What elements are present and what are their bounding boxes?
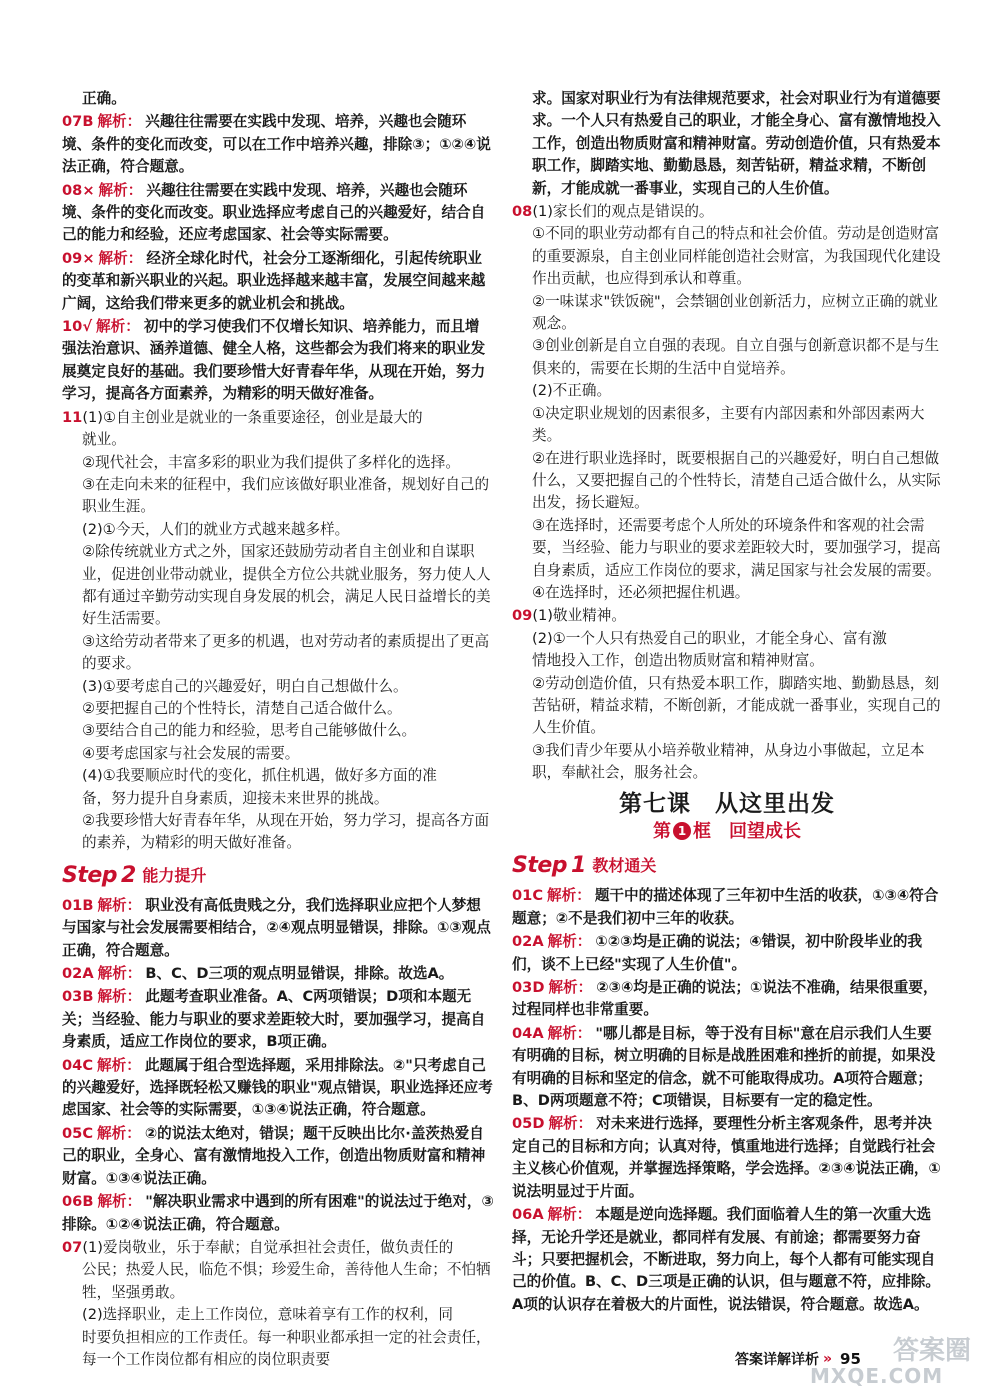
sub-answer-text: ③我们青少年要从小培养敬业精神，从身边小事做起，立足本职，奉献社会，服务社会。 (532, 741, 925, 782)
answer-mark: B (82, 1193, 94, 1211)
sub-answer-text: 情地投入工作，创造出物质财富和精神财富。 (532, 652, 824, 670)
analysis-text: 初中的学习使我们不仅增长知识、培养能力，而且增强法治意识、涵养道德、健全人格，这些都会为我们将来的职业发展奠定良好的基础。我们要珍惜大好青春年华，从现在开始，努力学习，提高各方面素养，为精彩的明天做好准备。 (62, 318, 486, 403)
question-number: 04 (62, 1056, 83, 1074)
analysis-text: 题干中的描述体现了三年初中生活的收获，①③④符合题意；②不是我们初中三年的收获。 (512, 887, 939, 927)
answer-mark: × (82, 249, 95, 267)
sub-answer-text: ②在进行职业选择时，既要根据自己的兴趣爱好，明白自己想做什么，又要把握自己的个性特长，清楚自己适合做什么，从实际出发，扬长避短。 (532, 449, 941, 512)
question-number: 07 (62, 1238, 83, 1256)
sub-answer-text: 就业。 (82, 431, 126, 449)
answer-mark: B (82, 988, 94, 1006)
answer-mark: B (82, 113, 94, 131)
sub-answer-text: ③在走向未来的征程中，我们应该做好职业准备，规划好自己的职业生涯。 (82, 475, 490, 516)
sub-answer-head: (2)不正确。 (532, 382, 612, 400)
sub-answer-text: ②要把握自己的个性特长，清楚自己适合做什么。 (82, 699, 402, 717)
watermark-line2: MXQE.COM (810, 1364, 944, 1388)
question-number: 03 (512, 979, 533, 997)
lesson-title: 第七课 从这里出发 (619, 790, 835, 817)
answer-block (512, 605, 942, 784)
sub-answer-text: ①不同的职业劳动都有自己的特点和社会价值。劳动是创造财富的重要源泉，自主创业同样能创造社会财富，为我国现代化建设作出贡献，也应得到承认和尊重。 (532, 225, 941, 288)
answer-item (62, 180, 494, 247)
question-number: 09 (62, 249, 83, 267)
sub-answer-text: ④要考虑国家与社会发展的需要。 (82, 744, 300, 762)
answer-item (512, 931, 942, 976)
step1-header (512, 851, 942, 881)
analysis-label: 解析： (97, 988, 142, 1006)
watermark-logo (798, 1330, 996, 1386)
continuation-text: 求。国家对职业行为有法律规范要求，社会对职业行为有道德要求。一个人只有热爱自己的职业，才能全身心、富有激情地投入工作，创造出物质财富和精神财富。劳动创造价值，只有热爱本职工作，脚踏实地、勤勤恳恳，刻苦钻研，精益求精，不断创新，才能成就一番事业，实现自己的人生价值。 (532, 90, 941, 197)
question-number: 01 (62, 896, 83, 914)
analysis-label: 解析： (547, 1206, 592, 1224)
question-number: 11 (62, 408, 83, 426)
step-number: 1 (571, 853, 587, 879)
answer-item (512, 1204, 942, 1316)
sub-answer-head: (2)①一个人只有热爱自己的职业，才能全身心、富有激 (532, 629, 887, 647)
answer-block (62, 1237, 494, 1371)
sub-answer-text: ③要结合自己的能力和经验，思考自己能够做什么。 (82, 722, 417, 740)
answer-item (62, 1055, 494, 1122)
step-word: Step (62, 862, 118, 888)
sub-answer-head: (4)①我要顺应时代的变化，抓住机遇，做好多方面的准 (82, 767, 437, 785)
analysis-text: 兴趣往往需要在实践中发现、培养，兴趣也会随环境、条件的变化而改变。职业选择应考虑自己的兴趣爱好，结合自己的能力和经验，还应考虑国家、社会等实际需要。 (62, 181, 486, 244)
sub-answer-head: (3)①要考虑自己的兴趣爱好，明白自己想做什么。 (82, 677, 408, 695)
answer-mark: C (82, 1124, 94, 1142)
right-column (512, 88, 942, 1317)
answer-item-08 (512, 201, 942, 604)
analysis-text: 对未来进行选择，要理性分析主客观条件，思考并决定自己的目标和方向；认真对待，慎重地进行选择；自觉践行社会主义核心价值观，并掌握选择策略，学会选择。②③④说法正确，①说法明显过于片面。 (512, 1115, 941, 1200)
analysis-label: 解析： (548, 1115, 593, 1133)
sub-answer-head: (2)选择职业，走上工作岗位，意味着享有工作的权利，同 (82, 1306, 453, 1324)
answer-item (512, 1113, 942, 1203)
continuation-text: 正确。 (82, 90, 126, 107)
sub-answer-text: ②除传统就业方式之外，国家还鼓励劳动者自主创业和自谋职业，促进创业带动就业，提供全方位公共就业服务，努力使人人都有通过辛勤劳动实现自身发展的机会，满足人民日益增长的美好生活需要。 (82, 543, 491, 628)
answer-mark: √ (82, 318, 93, 336)
question-number: 05 (512, 1115, 533, 1133)
answer-mark: D (532, 979, 545, 997)
answer-item (62, 895, 494, 962)
step2-header (62, 861, 494, 891)
answer-block (62, 407, 494, 855)
analysis-text: "哪儿都是目标，等于没有目标"意在启示我们人生要有明确的目标，树立明确的目标是战胜困难和挫折的前提，如果没有明确的目标和坚定的信念，就不可能取得成功。A项符合题意；B、D两项题意不符；C项错误，目标要有一定的稳定性。 (512, 1024, 936, 1110)
analysis-text: 此题属于组合型选择题，采用排除法。②"只考虑自己的兴趣爱好，选择既轻松又赚钱的职业"观点错误，职业选择还应考虑国家、社会等的实际需要，①③④说法正确，符合题意。 (62, 1056, 493, 1119)
answer-item (62, 1123, 494, 1190)
frame-title-post: 框 回望成长 (693, 821, 801, 842)
answer-list-step1 (62, 111, 494, 405)
answer-item-11 (62, 407, 494, 855)
answer-item-07 (62, 1237, 494, 1371)
question-number: 02 (512, 933, 533, 951)
analysis-text: ②的说法太绝对，错误；题干反映出比尔·盖茨热爱自己的职业，全身心、富有激情地投入工作，创造出物质财富和精神财富。①③④说法正确。 (62, 1124, 486, 1187)
analysis-text: 本题是逆向选择题。我们面临着人生的第一次重大选择，无论升学还是就业，都同样有发展、有前途；都需要努力奋斗；只要把握机会，不断进取，努力向上，每个人都有可能实现自己的价值。B、C、D三项是正确的认识，但与题意不符，应排除。A项的认识存在着极大的片面性，说法错误，符合题意。故选A。 (512, 1206, 940, 1313)
analysis-text: 兴趣往往需要在实践中发现、培养，兴趣也会随环境、条件的变化而改变，可以在工作中培养兴趣，排除③；①②④说法正确，符合题意。 (62, 113, 491, 176)
answer-item (62, 963, 494, 985)
analysis-label: 解析： (96, 318, 140, 336)
answer-mark: A (532, 1024, 544, 1042)
sub-answer-text: ②一味谋求"铁饭碗"，会禁锢创业创新活力，应树立正确的就业观念。 (532, 292, 938, 333)
analysis-label: 解析： (547, 887, 591, 905)
analysis-label: 解析： (97, 1056, 141, 1074)
analysis-label: 解析： (547, 1024, 592, 1042)
analysis-label: 解析： (97, 896, 142, 914)
analysis-label: 解析： (548, 979, 593, 997)
answer-mark: C (82, 1056, 94, 1074)
sub-answer-head: (1)敬业精神。 (532, 607, 626, 625)
answer-continuation (512, 88, 942, 200)
step-word: Step (512, 853, 568, 879)
sub-answer-head: (1)家长们的观点是错误的。 (532, 203, 714, 221)
sub-answer-text: ②现代社会，丰富多彩的职业为我们提供了多样化的选择。 (82, 453, 460, 471)
analysis-text: ②③④均是正确的说法；①说法不准确，结果很重要，过程同样也非常重要。 (512, 979, 938, 1019)
answer-item (62, 986, 494, 1053)
answer-item (62, 1191, 494, 1236)
answer-item-09 (512, 605, 942, 784)
answer-item (62, 248, 494, 315)
analysis-label: 解析： (98, 249, 143, 267)
answer-mark: C (532, 887, 544, 905)
answer-mark: × (82, 181, 95, 199)
question-number: 10 (62, 318, 83, 336)
analysis-label: 解析： (97, 1193, 142, 1211)
sub-answer-text: 时要负担相应的工作责任。每一种职业都承担一定的社会责任，每一个工作岗位都有相应的岗位职责要 (82, 1328, 491, 1368)
question-number: 06 (62, 1193, 83, 1211)
sub-answer-text: ④在选择时，还必须把握住机遇。 (532, 583, 750, 601)
question-number: 08 (62, 181, 83, 199)
sub-answer-text: ②我要珍惜大好青春年华，从现在开始，努力学习，提高各方面的素养，为精彩的明天做好准备。 (82, 812, 490, 852)
question-number: 05 (62, 1124, 83, 1142)
sub-answer-head: (1)爱岗敬业，乐于奉献；自觉承担社会责任，做负责任的 (82, 1238, 454, 1256)
analysis-text: ①②③均是正确的说法；④错误，初中阶段毕业的我们，谈不上已经"实现了人生价值"。 (512, 933, 923, 973)
question-number: 03 (62, 988, 83, 1006)
question-number: 01 (512, 887, 533, 905)
question-number: 09 (512, 607, 533, 625)
chevron-right-icon: » (823, 1351, 833, 1367)
answer-item (512, 1023, 942, 1113)
footer-label: 答案详解详析 (735, 1352, 819, 1368)
answer-mark: A (82, 965, 94, 983)
sub-answer-head: (1)①自主创业是就业的一条重要途径，创业是最大的 (82, 408, 423, 426)
answer-continuation (62, 88, 494, 110)
watermark-line1: 答案圈 (893, 1336, 972, 1366)
left-column (62, 88, 494, 1372)
sub-answer-text: ③这给劳动者带来了更多的机遇，也对劳动者的素质提出了更高的要求。 (82, 632, 490, 673)
answer-list-lesson7 (512, 885, 942, 1316)
analysis-label: 解析： (547, 933, 592, 951)
sub-answer-text: ①决定职业规划的因素很多，主要有内部因素和外部因素两大类。 (532, 404, 925, 445)
question-number: 07 (62, 113, 83, 131)
question-number: 04 (512, 1024, 533, 1042)
step-number: 2 (121, 862, 137, 888)
sub-answer-head: (2)①今天，人们的就业方式越来越多样。 (82, 520, 350, 538)
answer-mark: D (532, 1115, 545, 1133)
sub-answer-text: ③创业创新是自立自强的表现。自立自强与创新意识都不是与生俱来的，需要在长期的生活中自觉培养。 (532, 337, 940, 377)
step-title: 能力提升 (142, 865, 207, 885)
answer-item (512, 977, 942, 1022)
answer-mark: A (532, 933, 544, 951)
analysis-text: 此题考查职业准备。A、C两项错误；D项和本题无关；当经验、能力与职业的要求差距较大时，要加强学习，提高自身素质，适应工作岗位的要求，B项正确。 (62, 988, 486, 1051)
analysis-text: "解决职业需求中遇到的所有困难"的说法过于绝对，③排除。①②④说法正确，符合题意。 (62, 1193, 494, 1233)
answer-item (62, 316, 494, 406)
analysis-label: 解析： (97, 965, 142, 983)
sub-answer-text: ②劳动创造价值，只有热爱本职工作，脚踏实地、勤勤恳恳，刻苦钻研，精益求精，不断创新，才能成就一番事业，实现自己的人生价值。 (532, 674, 941, 737)
page-number: 95 (840, 1350, 861, 1368)
analysis-label: 解析： (97, 113, 142, 131)
analysis-label: 解析： (98, 181, 143, 199)
analysis-text: B、C、D三项的观点明显错误，排除。故选A。 (145, 965, 454, 983)
answer-mark: A (532, 1206, 544, 1224)
sub-answer-text: 备，努力提升自身素质，迎接未来世界的挑战。 (82, 789, 389, 807)
step-title: 教材通关 (592, 856, 657, 876)
sub-answer-text: ③在选择时，还需要考虑个人所处的环境条件和客观的社会需要，当经验、能力与职业的要求差距较大时，要加强学习，提高自身素质，适应工作岗位的要求，满足国家与社会发展的需要。 (532, 516, 941, 579)
analysis-text: 经济全球化时代，社会分工逐渐细化，引起传统职业的变革和新兴职业的兴起。职业选择越来越丰富，发展空间越来越广阔，这给我们带来更多的就业机会和挑战。 (62, 249, 486, 312)
sub-answer-text: 公民；热爱人民，临危不惧；珍爱生命，善待他人生命；不怕牺牲，坚强勇敢。 (82, 1261, 491, 1301)
answer-list-step2 (62, 895, 494, 1236)
answer-item (62, 111, 494, 178)
answer-mark: B (82, 896, 94, 914)
frame-number-badge: 1 (673, 822, 691, 840)
answer-block (512, 201, 942, 604)
frame-title-pre: 第 (653, 821, 671, 842)
question-number: 06 (512, 1206, 533, 1224)
question-number: 08 (512, 203, 533, 221)
analysis-label: 解析： (97, 1124, 141, 1142)
analysis-text: 职业没有高低贵贱之分，我们选择职业应把个人梦想与国家与社会发展需要相结合，②④观点明显错误，排除。①③观点正确，符合题意。 (62, 896, 491, 959)
answer-item (512, 885, 942, 930)
question-number: 02 (62, 965, 83, 983)
frame-title (512, 821, 942, 843)
